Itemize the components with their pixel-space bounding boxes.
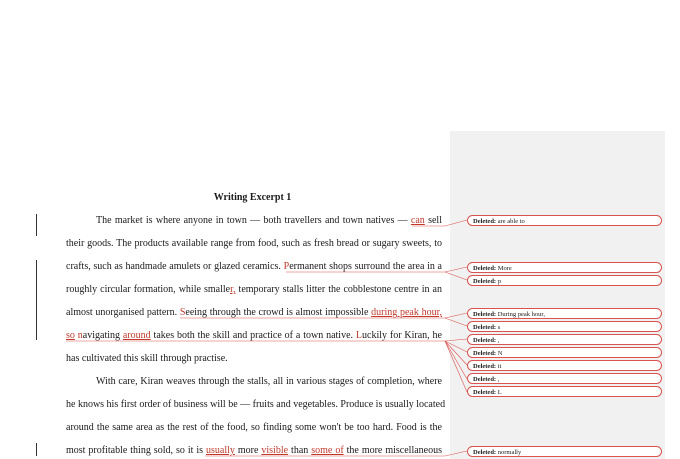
deleted-comment-balloon[interactable] xyxy=(467,215,662,226)
text-run: ermanent shops surround the area in a xyxy=(289,261,442,272)
comment-text: it xyxy=(497,363,502,370)
text-run: their goods. The products available range from food, such as fresh bread or sugary sweets, to xyxy=(66,238,442,249)
text-run: sell xyxy=(424,215,442,226)
text-run: around the same area as the rest of the food, so finding some won't be too hard. Food is the xyxy=(66,422,442,433)
comment-label: Deleted: xyxy=(473,350,497,357)
deleted-comment-balloon[interactable] xyxy=(467,360,662,371)
leader-line xyxy=(445,341,467,392)
text-run: the more miscellaneous xyxy=(343,445,442,456)
leader-line xyxy=(205,451,467,456)
text-run: uckily for Kiran, he xyxy=(362,330,442,341)
comment-label: Deleted: xyxy=(473,311,497,318)
inserted-text: can xyxy=(410,215,425,226)
inserted-text: some of xyxy=(311,445,344,456)
comment-label: Deleted: xyxy=(473,449,497,456)
text-run: takes both the skill and practice of a town native. xyxy=(150,330,356,341)
leader-line xyxy=(66,339,467,341)
comment-text: N xyxy=(497,350,503,357)
text-run: he knows his first order of business will be — fruits and vegetables. Produce is usually located xyxy=(66,399,446,410)
leader-line xyxy=(180,313,467,318)
inserted-text: around xyxy=(122,330,151,341)
text-run: With care, Kiran weaves through the stalls, all in various stages of completion, where xyxy=(96,376,442,387)
text-run: temporary stalls litter the cobblestone centre in an xyxy=(235,284,442,295)
comment-text: p xyxy=(497,278,501,285)
inserted-text: r, xyxy=(230,284,236,295)
deleted-comment-balloon[interactable] xyxy=(467,386,662,397)
text-run: roughly circular formation, while smalle xyxy=(66,284,231,295)
comment-label: Deleted: xyxy=(473,265,497,272)
revised-letter: S xyxy=(179,307,186,318)
text-run: more xyxy=(234,445,262,456)
comment-text: During peak hour, xyxy=(497,311,545,318)
text-run: avigating xyxy=(82,330,123,341)
text-run: eeing through the crowd is almost impossible xyxy=(185,307,372,318)
comment-label: Deleted: xyxy=(473,389,497,396)
leader-line xyxy=(412,220,467,226)
deleted-comment-balloon[interactable] xyxy=(467,308,662,319)
comment-label: Deleted: xyxy=(473,337,497,344)
comment-text: More xyxy=(497,265,512,272)
text-run: The market is where anyone in town — both travellers and town natives — xyxy=(96,215,411,226)
text-run: has cultivated this skill through practise. xyxy=(66,353,228,364)
comment-label: Deleted: xyxy=(473,363,497,370)
comment-label: Deleted: xyxy=(473,324,497,331)
deleted-comment-balloon[interactable] xyxy=(467,334,662,345)
deleted-comment-balloon[interactable] xyxy=(467,321,662,332)
revised-letter: n xyxy=(77,330,83,341)
comment-text: , xyxy=(497,337,500,344)
comment-text: are able to xyxy=(497,218,525,225)
deleted-comment-balloon[interactable] xyxy=(467,373,662,384)
leader-line xyxy=(445,341,467,365)
revised-letter: P xyxy=(283,261,290,272)
text-run: almost unorganised pattern. xyxy=(66,307,180,318)
comment-label: Deleted: xyxy=(473,278,497,285)
text-run: most profitable thing sold, so it is xyxy=(66,445,206,456)
comment-label: Deleted: xyxy=(473,376,497,383)
comment-text: s xyxy=(497,324,501,331)
comment-text: normally xyxy=(497,449,522,456)
leader-line xyxy=(445,272,467,280)
deleted-comment-balloon[interactable] xyxy=(467,275,662,286)
leader-line xyxy=(286,267,467,272)
inserted-text: during peak hour, xyxy=(371,307,442,318)
text-run: than xyxy=(288,445,312,456)
deleted-comment-balloon[interactable] xyxy=(467,446,662,457)
revised-letter: L xyxy=(355,330,362,341)
deleted-comment-balloon[interactable] xyxy=(467,262,662,273)
inserted-text: usually xyxy=(206,445,235,456)
deleted-comment-balloon[interactable] xyxy=(467,347,662,358)
comment-text: , xyxy=(497,376,500,383)
document-title: Writing Excerpt 1 xyxy=(213,192,292,203)
comment-label: Deleted: xyxy=(473,218,497,225)
comment-text: L xyxy=(497,389,502,396)
inserted-text: visible xyxy=(261,445,289,456)
leader-line xyxy=(445,318,467,326)
text-run: crafts, such as handmade amulets or glazed ceramics. xyxy=(66,261,284,272)
inserted-text: so xyxy=(66,330,75,341)
